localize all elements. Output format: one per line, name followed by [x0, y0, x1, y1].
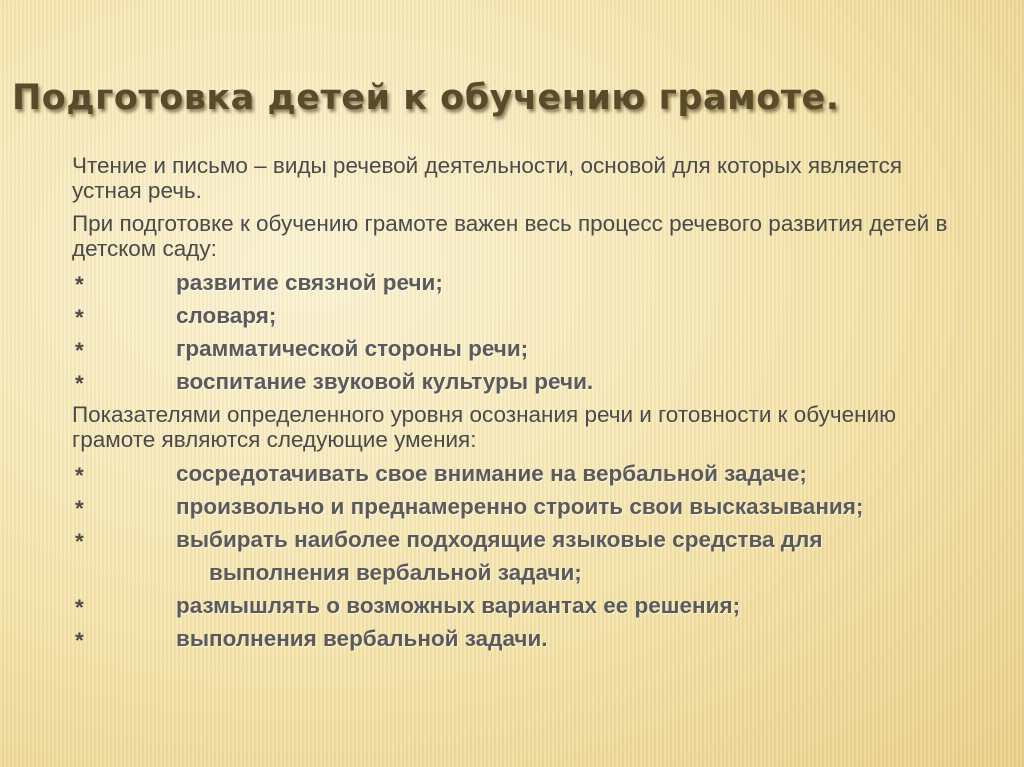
middle-paragraph: Показателями определенного уровня осознания речи и готовности к обучению грамоте являются следующие умения:	[72, 402, 897, 452]
slide-title: Подготовка детей к обучению грамоте.	[12, 78, 840, 118]
list-item-line: выбирать наиболее подходящие языковые средства для	[176, 527, 823, 552]
bullet-star: *	[75, 628, 84, 653]
list-item	[72, 494, 972, 519]
bullet-star: *	[75, 272, 84, 297]
bullet-star: *	[75, 595, 84, 620]
intro-paragraph-2: При подготовке к обучению грамоте важен весь процесс речевого развития детей в детском саду:	[72, 211, 948, 261]
list-item	[72, 593, 972, 618]
bullet-star: *	[75, 496, 84, 521]
list-item-text: произвольно и преднамеренно строить свои высказывания;	[176, 494, 864, 519]
slide-body	[72, 153, 972, 659]
list-item-text: выполнения вербальной задачи.	[176, 626, 548, 651]
list-item	[72, 270, 972, 295]
bullet-star: *	[75, 338, 84, 363]
list-item-text: размышлять о возможных вариантах ее решения;	[176, 593, 741, 618]
list-item	[72, 527, 972, 585]
speech-development-list	[72, 270, 972, 394]
intro-paragraph-1: Чтение и письмо – виды речевой деятельности, основой для которых является устная речь.	[72, 153, 903, 203]
list-item-text: воспитание звуковой культуры речи.	[176, 369, 594, 394]
bullet-star: *	[75, 463, 84, 488]
bullet-star: *	[75, 529, 84, 554]
list-item-text: развитие связной речи;	[176, 270, 443, 295]
bullet-star: *	[75, 305, 84, 330]
list-item-text: грамматической стороны речи;	[176, 336, 529, 361]
list-item	[72, 626, 972, 651]
bullet-star: *	[75, 371, 84, 396]
list-item	[72, 303, 972, 328]
list-item	[72, 461, 972, 486]
list-item	[72, 336, 972, 361]
list-item-text: сосредотачивать свое внимание на вербальной задаче;	[176, 461, 807, 486]
list-item-text	[176, 527, 976, 585]
list-item	[72, 369, 972, 394]
readiness-skills-list	[72, 461, 972, 651]
list-item-continuation: выполнения вербальной задачи;	[209, 560, 582, 585]
list-item-text: словаря;	[176, 303, 277, 328]
